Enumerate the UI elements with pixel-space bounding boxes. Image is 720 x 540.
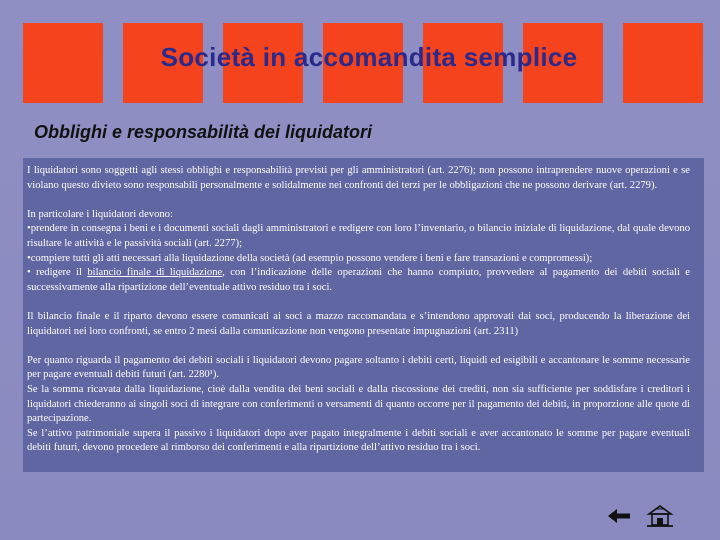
duty-item: •compiere tutti gli atti necessari alla liquidazione della società (ad esempio possono vendere i beni e fare transazioni e compromessi); (27, 252, 593, 264)
final-balance-link[interactable]: bilancio finale di liquidazione (87, 267, 223, 279)
duty-item (27, 267, 690, 293)
paragraph-final-balance: Il bilancio finale e il riparto devono essere comunicati ai soci a mazzo raccomandata e s’intendono approvati dai soci, producendo la liberazione dei liquidatori nei loro confronti, se entro 2 mesi dalla comunicazione non vengono presentate impugnazioni (art. 2311) (27, 310, 690, 337)
debts-line: Per quanto riguarda il pagamento dei debiti sociali i liquidatori devono pagare soltanto i debiti certi, liquidi ed esigibili e accantonare le somme necessarie per pagare eventuali debiti futuri (art. 2280¹). (27, 354, 690, 381)
paragraph-duties (27, 208, 690, 296)
duty-item-text: , con l’indicazione delle operazioni che hanno compiuto, provvedere al pagamento dei debiti sociali e successivamente alla ripartizione dell’eventuale attivo residuo tra i soci. (27, 267, 690, 293)
content-box (23, 158, 704, 472)
paragraph-obligations: I liquidatori sono soggetti agli stessi obblighi e responsabilità previsti per gli amministratori (art. 2276); non possono intraprendere nuove operazioni e se violano questo divieto sono responsabili personalmente e solidalmente nei confronti dei terzi per le obbligazioni che ne possono derivare (art. 2279). (27, 165, 690, 191)
duty-item-text: • redigere il (27, 267, 88, 279)
slide-title: Società in accomandita semplice (160, 42, 578, 72)
duties-intro: In particolare i liquidatori devono: (27, 208, 173, 220)
home-icon[interactable] (646, 504, 674, 528)
paragraph-debts (27, 354, 690, 456)
debts-line: Se l’attivo patrimoniale supera il passivo i liquidatori dopo aver pagato integralmente i debiti sociali e aver accantonato le somme per pagare eventuali debiti futuri, devono procedere al rimborso dei conferimenti e alla ripartizione dell’attivo residuo tra i soci. (27, 427, 690, 454)
duty-item: •prendere in consegna i beni e i documenti sociali dagli amministratori e redigere con loro l’inventario, o bilancio iniziale di liquidazione, dal quale devono risultare le attività e le passività sociali (art. 2277); (27, 223, 690, 249)
slide-subtitle: Obblighi e responsabilità dei liquidatori (34, 122, 373, 142)
back-arrow-icon[interactable] (606, 504, 632, 528)
debts-line: Se la somma ricavata dalla liquidazione, cioè dalla vendita dei beni sociali e dalla riscossione dei crediti, non sia sufficiente per soddisfare i creditori i liquidatori chiederanno ai singoli soci di integrare con conferimenti o versamenti di quanto occorre per il pagamento dei debiti, in proporzione alle quote di partecipazione. (27, 383, 690, 425)
